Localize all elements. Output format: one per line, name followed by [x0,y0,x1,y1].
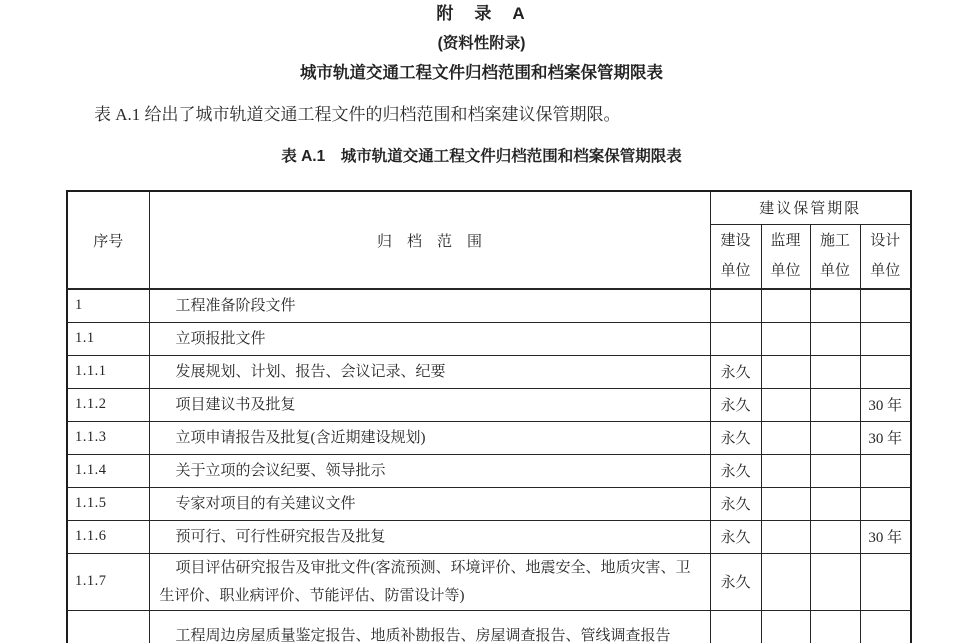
retention-cell-contractor [810,322,860,355]
seq-cell: 1.1.5 [67,487,149,520]
scope-cell: 工程周边房屋质量鉴定报告、地质补勘报告、房屋调查报告、管线调查报告 [149,610,710,643]
appendix-type: (资料性附录) [437,35,526,52]
retention-cell-design [860,487,911,520]
table-header [67,191,911,289]
seq-cell [67,610,149,643]
scope-cell: 项目建议书及批复 [149,388,710,421]
appendix-title: 城市轨道交通工程文件归档范围和档案保管期限表 [300,64,663,82]
retention-cell-contractor [810,610,860,643]
seq-cell: 1 [67,289,149,322]
retention-cell-construction: 永久 [710,454,761,487]
column-header-supervision-unit [761,224,810,289]
column-header-contractor-unit [810,224,860,289]
retention-cell-design [860,553,911,610]
seq-cell: 1.1.1 [67,355,149,388]
retention-cell-construction [710,322,761,355]
retention-cell-contractor [810,520,860,553]
unit-label-line: 单位 [770,263,801,280]
unit-label-line: 单位 [819,263,850,280]
retention-cell-contractor [810,355,860,388]
retention-cell-contractor [810,421,860,454]
seq-cell: 1.1.2 [67,388,149,421]
table-row [67,520,911,553]
seq-cell: 1.1.6 [67,520,149,553]
seq-cell: 1.1.3 [67,421,149,454]
retention-cell-supervision [761,487,810,520]
retention-cell-construction [710,289,761,322]
retention-cell-supervision [761,388,810,421]
retention-cell-construction: 永久 [710,388,761,421]
retention-cell-supervision [761,553,810,610]
scope-cell: 发展规划、计划、报告、会议记录、纪要 [149,355,710,388]
scope-cell: 立项报批文件 [149,322,710,355]
table-row [67,487,911,520]
retention-cell-supervision [761,322,810,355]
retention-cell-design: 30 年 [860,520,911,553]
retention-cell-supervision [761,520,810,553]
scope-cell: 专家对项目的有关建议文件 [149,487,710,520]
retention-cell-construction: 永久 [710,520,761,553]
table-row [67,388,911,421]
table-row [67,610,911,643]
document-header [0,0,963,83]
column-header-scope: 归 档 范 围 [149,191,710,289]
scope-cell: 关于立项的会议纪要、领导批示 [149,454,710,487]
retention-cell-contractor [810,289,860,322]
unit-label-line: 单位 [870,263,901,280]
table-row [67,454,911,487]
retention-cell-design [860,289,911,322]
appendix-label: 附 录 A [436,4,527,23]
retention-cell-contractor [810,553,860,610]
unit-label-line: 施工 [819,233,850,250]
column-header-seq: 序号 [67,191,149,289]
retention-cell-contractor [810,487,860,520]
scope-cell: 预可行、可行性研究报告及批复 [149,520,710,553]
retention-cell-construction: 永久 [710,355,761,388]
seq-cell: 1.1 [67,322,149,355]
retention-cell-contractor [810,388,860,421]
scope-cell: 项目评估研究报告及审批文件(客流预测、环境评价、地震安全、地质灾害、卫生评价、职业病评价、节能评估、防雷设计等) [149,553,710,610]
seq-cell: 1.1.7 [67,553,149,610]
scope-cell: 立项申请报告及批复(含近期建设规划) [149,421,710,454]
table-caption: 表 A.1 城市轨道交通工程文件归档范围和档案保管期限表 [281,148,682,165]
table-row [67,553,911,610]
scope-cell: 工程准备阶段文件 [149,289,710,322]
retention-cell-construction [710,610,761,643]
retention-cell-design [860,355,911,388]
table-body [67,289,911,643]
column-header-design-unit [860,224,911,289]
retention-cell-construction: 永久 [710,487,761,520]
table-row [67,322,911,355]
retention-cell-supervision [761,454,810,487]
retention-cell-supervision [761,355,810,388]
retention-cell-design [860,610,911,643]
retention-cell-contractor [810,454,860,487]
retention-cell-supervision [761,421,810,454]
intro-paragraph: 表 A.1 给出了城市轨道交通工程文件的归档范围和档案建议保管期限。 [94,105,621,124]
retention-cell-construction: 永久 [710,421,761,454]
table-row [67,289,911,322]
retention-cell-design: 30 年 [860,421,911,454]
column-header-construction-unit [710,224,761,289]
retention-cell-supervision [761,610,810,643]
header-row-group [67,191,911,224]
retention-cell-supervision [761,289,810,322]
retention-cell-design [860,322,911,355]
retention-cell-construction: 永久 [710,553,761,610]
archive-retention-table [66,190,912,643]
column-header-retention-group: 建议保管期限 [710,191,911,224]
unit-label-line: 建设 [720,233,751,250]
unit-label-line: 监理 [770,233,801,250]
unit-label-line: 单位 [720,263,751,280]
seq-cell: 1.1.4 [67,454,149,487]
table-row [67,421,911,454]
retention-cell-design [860,454,911,487]
retention-cell-design: 30 年 [860,388,911,421]
unit-label-line: 设计 [870,233,901,250]
table-row [67,355,911,388]
